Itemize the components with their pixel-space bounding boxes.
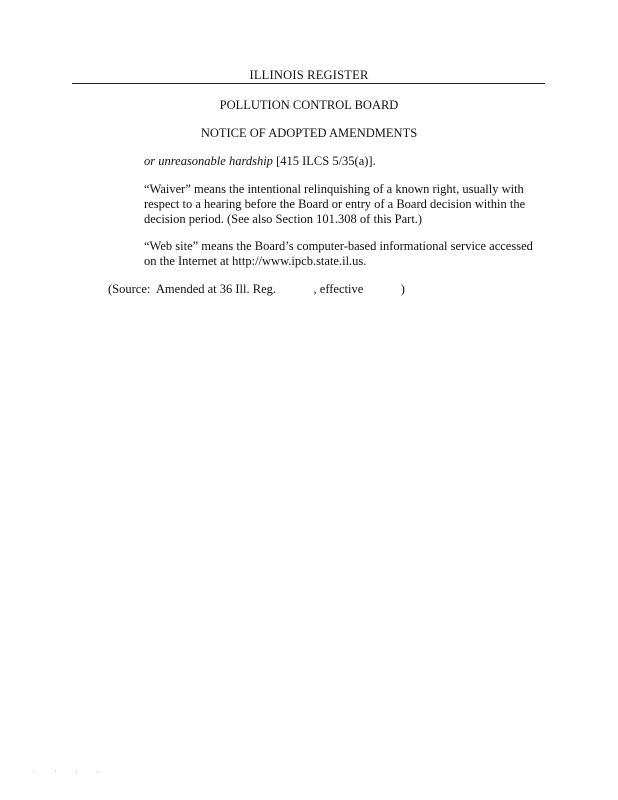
paragraph-hardship (144, 154, 544, 169)
notice-type-title: NOTICE OF ADOPTED AMENDMENTS (200, 126, 418, 140)
statute-citation: [415 ILCS 5/35(a)]. (272, 154, 376, 168)
source-note: (Source: Amended at 36 Ill. Reg. , effective ) (108, 282, 405, 296)
hardship-italic-text: or unreasonable hardship (144, 154, 273, 168)
footer-marks: . . . . (34, 768, 108, 774)
definition-waiver: “Waiver” means the intentional relinquishing of a known right, usually with respect to a hearing before the Board or entry of a Board decision within the decision period. (See also Section 101.308 of this Part.) (144, 182, 526, 226)
register-header: ILLINOIS REGISTER (249, 68, 369, 82)
header-rule (72, 83, 545, 84)
definition-web-site: “Web site” means the Board’s computer-based informational service accessed on the Internet at http://www.ipcb.state.il.us. (144, 239, 533, 268)
agency-title: POLLUTION CONTROL BOARD (219, 98, 399, 112)
